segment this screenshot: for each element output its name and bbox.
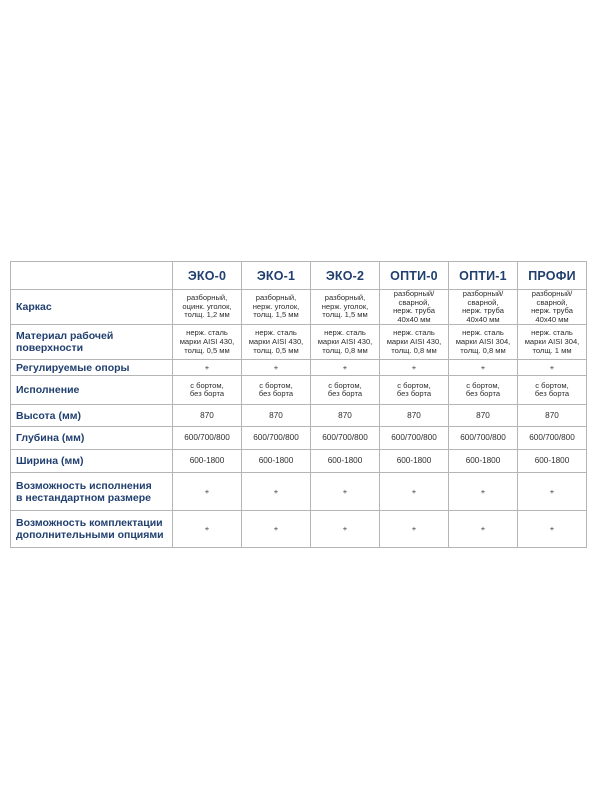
row-depth <box>11 427 587 450</box>
model-header-eko-0: ЭКО-0 <box>173 262 242 290</box>
row-label-extra-options: Возможность комплектации дополнительными опциями <box>11 511 173 548</box>
table-cell: нерж. сталь марки AISI 430, толщ. 0,5 мм <box>242 325 311 360</box>
table-cell: + <box>449 360 518 376</box>
row-label-version: Исполнение <box>11 376 173 405</box>
table-cell: разборный/ сварной, нерж. труба 40х40 мм <box>449 290 518 325</box>
header-row <box>11 262 587 290</box>
row-adjustable-feet <box>11 360 587 376</box>
table-cell: 600/700/800 <box>449 427 518 450</box>
table-cell: 600/700/800 <box>311 427 380 450</box>
table-cell: с бортом, без борта <box>518 376 587 405</box>
table-cell: + <box>449 473 518 511</box>
table-cell: + <box>311 473 380 511</box>
table-cell: нерж. сталь марки AISI 430, толщ. 0,5 мм <box>173 325 242 360</box>
table-cell: нерж. сталь марки AISI 430, толщ. 0,8 мм <box>380 325 449 360</box>
table-cell: 870 <box>173 405 242 427</box>
table-cell: + <box>173 511 242 548</box>
row-extra-options <box>11 511 587 548</box>
row-label-frame: Каркас <box>11 290 173 325</box>
table-cell: 870 <box>449 405 518 427</box>
table-cell: нерж. сталь марки AISI 430, толщ. 0,8 мм <box>311 325 380 360</box>
table-cell: с бортом, без борта <box>311 376 380 405</box>
row-frame <box>11 290 587 325</box>
row-height <box>11 405 587 427</box>
model-header-opti-0: ОПТИ-0 <box>380 262 449 290</box>
table-cell: 600/700/800 <box>173 427 242 450</box>
header-corner <box>11 262 173 290</box>
row-label-width: Ширина (мм) <box>11 450 173 473</box>
row-work-surface <box>11 325 587 360</box>
table-cell: + <box>311 360 380 376</box>
row-width <box>11 450 587 473</box>
table-cell: нерж. сталь марки AISI 304, толщ. 0,8 мм <box>449 325 518 360</box>
row-custom-size <box>11 473 587 511</box>
model-header-eko-1: ЭКО-1 <box>242 262 311 290</box>
model-header-profi: ПРОФИ <box>518 262 587 290</box>
table-cell: 870 <box>311 405 380 427</box>
row-label-custom-size: Возможность исполнения в нестандартном размере <box>11 473 173 511</box>
table-cell: + <box>173 360 242 376</box>
table-cell: 870 <box>380 405 449 427</box>
comparison-table <box>10 261 587 548</box>
table-cell: 600-1800 <box>518 450 587 473</box>
table-cell: 600/700/800 <box>242 427 311 450</box>
table-cell: разборный/ сварной, нерж. труба 40х40 мм <box>518 290 587 325</box>
row-label-adjustable-feet: Регулируемые опоры <box>11 360 173 376</box>
table-cell: с бортом, без борта <box>242 376 311 405</box>
table-cell: 600-1800 <box>311 450 380 473</box>
table-cell: 600-1800 <box>449 450 518 473</box>
row-label-depth: Глубина (мм) <box>11 427 173 450</box>
table-cell: 600-1800 <box>242 450 311 473</box>
table-cell: + <box>380 473 449 511</box>
table-cell: 600-1800 <box>173 450 242 473</box>
row-version <box>11 376 587 405</box>
table-cell: нерж. сталь марки AISI 304, толщ. 1 мм <box>518 325 587 360</box>
table-cell: 870 <box>242 405 311 427</box>
table-cell: + <box>311 511 380 548</box>
table-cell: + <box>518 511 587 548</box>
table-cell: + <box>173 473 242 511</box>
table-cell: + <box>518 360 587 376</box>
table-cell: с бортом, без борта <box>449 376 518 405</box>
model-header-eko-2: ЭКО-2 <box>311 262 380 290</box>
table-cell: разборный/ сварной, нерж. труба 40х40 мм <box>380 290 449 325</box>
row-label-work-surface: Материал рабочей поверхности <box>11 325 173 360</box>
table-cell: с бортом, без борта <box>380 376 449 405</box>
table-cell: 600/700/800 <box>518 427 587 450</box>
table-cell: разборный, оцинк. уголок, толщ. 1,2 мм <box>173 290 242 325</box>
table-cell: разборный, нерж. уголок, толщ. 1,5 мм <box>242 290 311 325</box>
row-label-height: Высота (мм) <box>11 405 173 427</box>
table-cell: + <box>380 360 449 376</box>
table-cell: + <box>242 473 311 511</box>
table-cell: + <box>242 511 311 548</box>
table-cell: 600/700/800 <box>380 427 449 450</box>
table-cell: 600-1800 <box>380 450 449 473</box>
model-header-opti-1: ОПТИ-1 <box>449 262 518 290</box>
table-cell: с бортом, без борта <box>173 376 242 405</box>
table-cell: + <box>518 473 587 511</box>
table-cell: + <box>242 360 311 376</box>
table-cell: разборный, нерж. уголок, толщ. 1,5 мм <box>311 290 380 325</box>
table-cell: 870 <box>518 405 587 427</box>
table-cell: + <box>449 511 518 548</box>
table-cell: + <box>380 511 449 548</box>
